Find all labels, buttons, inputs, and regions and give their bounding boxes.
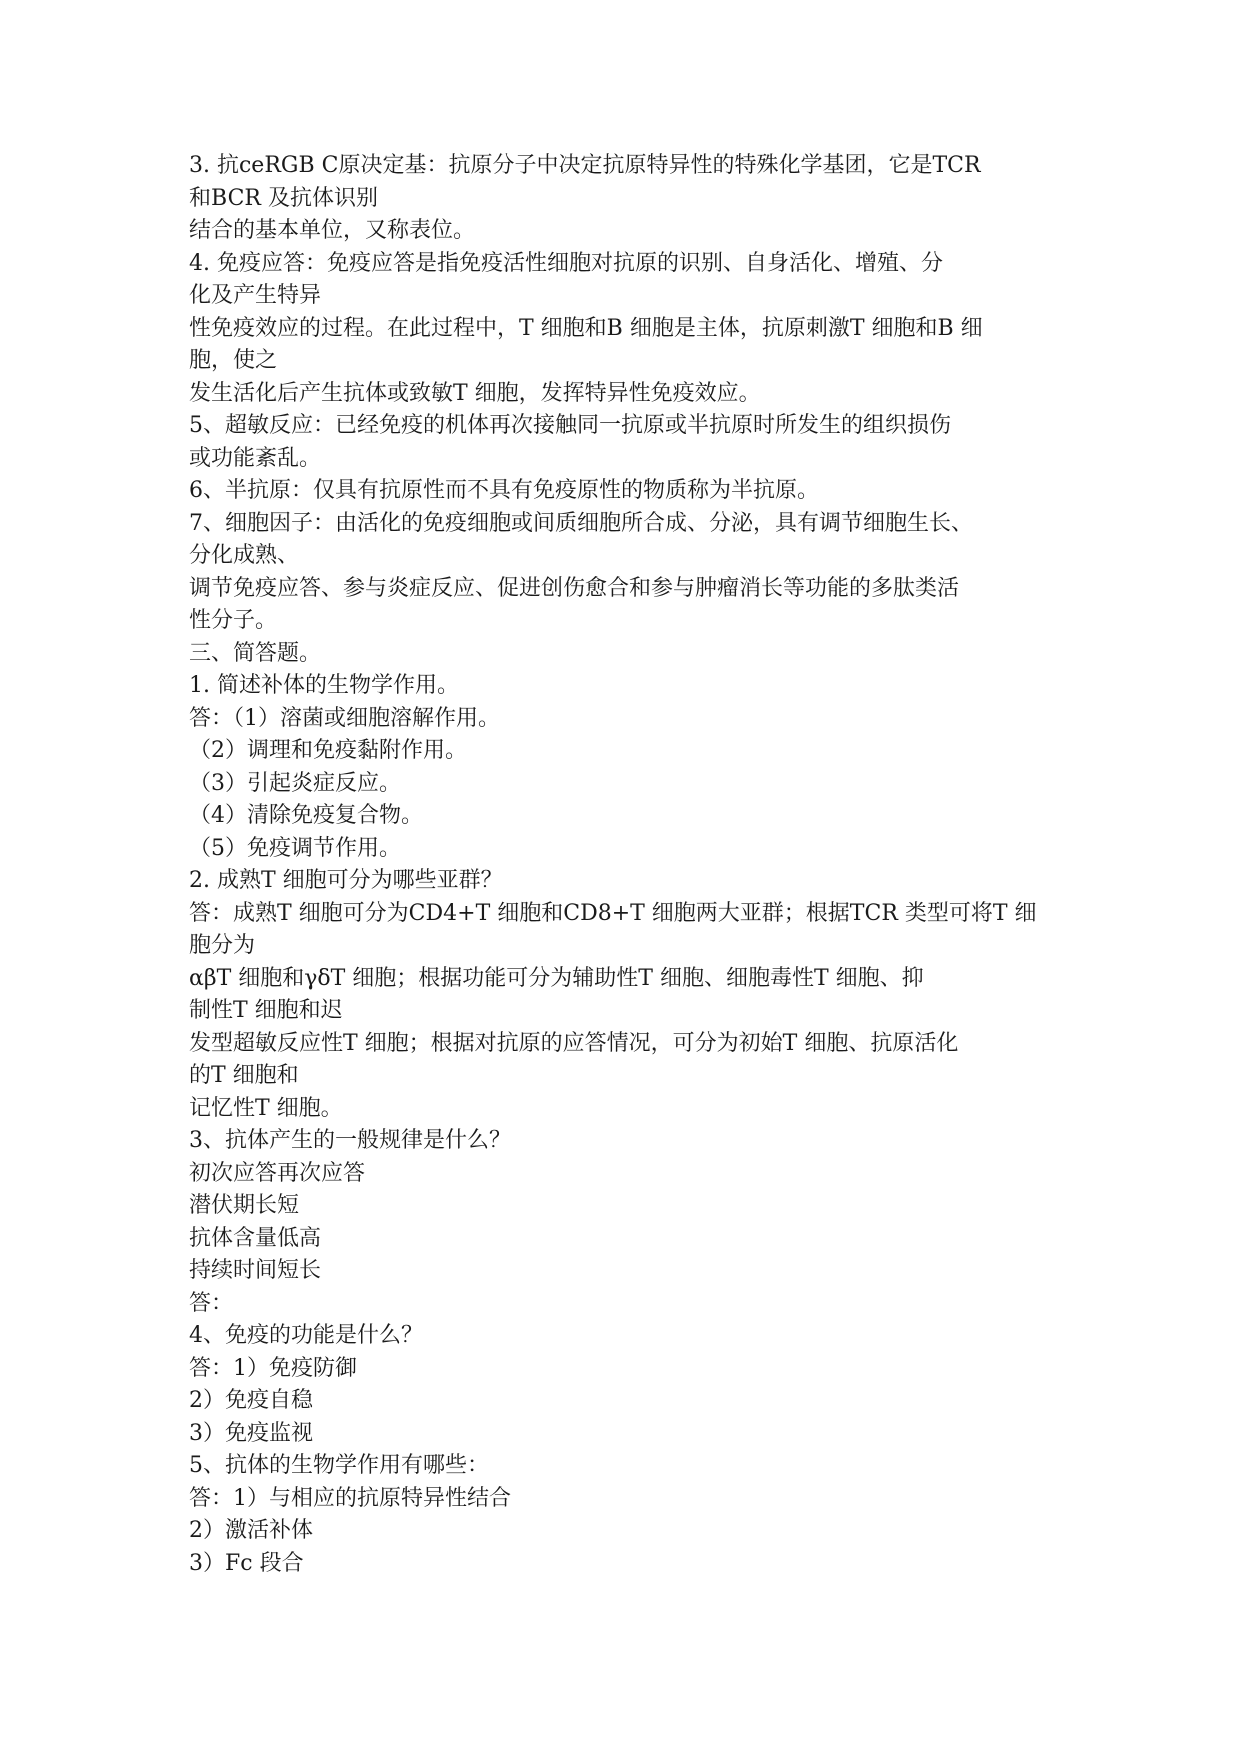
answer-line: （3）引起炎症反应。 [189, 770, 401, 796]
answer-line: （4）清除免疫复合物。 [189, 803, 423, 828]
answer-line: 答： [189, 1290, 234, 1316]
text-line: 胞，使之 [189, 348, 278, 373]
answer-line: 答：（1）溶菌或细胞溶解作用。 [189, 705, 500, 731]
text-line: 7、细胞因子：由活化的免疫细胞或间质细胞所合成、分泌，具有调节细胞生长、 [189, 510, 973, 536]
text-line: 性免疫效应的过程。在此过程中，T 细胞和B 细胞是主体，抗原刺激T 细胞和B 细 [189, 315, 983, 341]
question-line: 1. 简述补体的生物学作用。 [189, 673, 459, 698]
text-line: 4. 免疫应答：免疫应答是指免疫活性细胞对抗原的识别、自身活化、增殖、分 [189, 250, 943, 276]
answer-line: 潜伏期长短 [189, 1193, 300, 1218]
text-line: 和BCR 及抗体识别 [189, 185, 378, 211]
answer-line: 制性T 细胞和迟 [189, 998, 343, 1023]
text-line: 或功能紊乱。 [189, 445, 322, 471]
text-line: 调节免疫应答、参与炎症反应、促进创伤愈合和参与肿瘤消长等功能的多肽类活 [189, 575, 960, 601]
answer-line: 的T 细胞和 [189, 1063, 299, 1088]
answer-line: 胞分为 [189, 933, 256, 958]
answer-line: 答：1）免疫防御 [189, 1355, 357, 1381]
section-heading: 三、简答题。 [189, 640, 322, 666]
question-line: 3、抗体产生的一般规律是什么？ [189, 1128, 511, 1153]
answer-line: 答：成熟T 细胞可分为CD4+T 细胞和CD8+T 细胞两大亚群；根据TCR 类型可将T 细 [189, 900, 1037, 926]
answer-line: 记忆性T 细胞。 [189, 1095, 343, 1121]
answer-line: 发型超敏反应性T 细胞；根据对抗原的应答情况，可分为初始T 细胞、抗原活化 [189, 1030, 959, 1056]
text-line: 5、超敏反应：已经免疫的机体再次接触同一抗原或半抗原时所发生的组织损伤 [189, 413, 951, 438]
question-line: 4、免疫的功能是什么？ [189, 1323, 423, 1348]
question-line: 2. 成熟T 细胞可分为哪些亚群？ [189, 868, 503, 893]
answer-line: 答：1）与相应的抗原特异性结合 [189, 1485, 511, 1511]
text-line: 6、半抗原：仅具有抗原性而不具有免疫原性的物质称为半抗原。 [189, 478, 819, 503]
document-body [189, 150, 1069, 1580]
question-line: 5、抗体的生物学作用有哪些： [189, 1453, 489, 1478]
text-line: 结合的基本单位，又称表位。 [189, 218, 476, 243]
answer-line: 3）免疫监视 [189, 1420, 313, 1446]
text-line: 化及产生特异 [189, 283, 322, 308]
text-line: 发生活化后产生抗体或致敏T 细胞，发挥特异性免疫效应。 [189, 380, 761, 406]
answer-line: αβT 细胞和γδT 细胞；根据功能可分为辅助性T 细胞、细胞毒性T 细胞、抑 [189, 965, 924, 991]
answer-line: 抗体含量低高 [189, 1225, 322, 1251]
answer-line: 初次应答再次应答 [189, 1160, 366, 1186]
answer-line: 2）激活补体 [189, 1518, 313, 1543]
text-line: 分化成熟、 [189, 543, 300, 568]
answer-line: 2）免疫自稳 [189, 1388, 313, 1413]
text-line: 3. 抗ceRGB C原决定基：抗原分子中决定抗原特异性的特殊化学基团，它是TCR [189, 153, 981, 178]
answer-line: 持续时间短长 [189, 1258, 322, 1283]
answer-line: （5）免疫调节作用。 [189, 835, 401, 861]
answer-line: 3）Fc 段合 [189, 1550, 304, 1576]
text-line: 性分子。 [189, 608, 278, 633]
answer-line: （2）调理和免疫黏附作用。 [189, 738, 467, 763]
